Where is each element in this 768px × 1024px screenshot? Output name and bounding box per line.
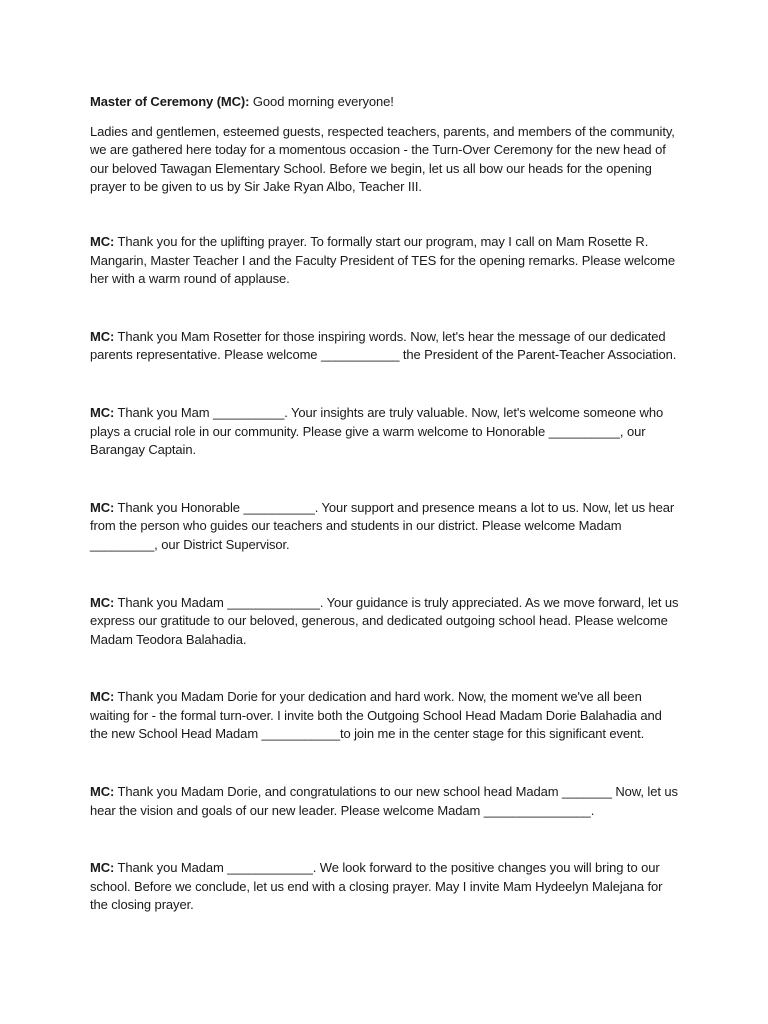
speaker-label: MC:	[90, 860, 115, 876]
speaker-label: MC:	[90, 233, 115, 249]
mc-paragraph-7	[90, 783, 680, 820]
mc-paragraph-3	[90, 404, 680, 460]
paragraph-text: Thank you Mam __________. Your insights are truly valuable. Now, let's welcome someone who plays a crucial role in our community. Please give a warm welcome to Honorable __________, our Barangay Captain.	[90, 404, 664, 458]
paragraph-text: Thank you Mam Rosetter for those inspiring words. Now, let's hear the message of our dedicated parents representative. Please welcome ___________ the President of the Parent-Teacher Association.	[90, 328, 677, 363]
paragraph-text: Thank you Madam ____________. We look forward to the positive changes you will bring to our school. Before we conclude, let us end with a closing prayer. May I invite Mam Hydeelyn Malejana for the closing prayer.	[90, 860, 663, 913]
document-page	[90, 93, 680, 915]
intro-paragraph: Ladies and gentlemen, esteemed guests, respected teachers, parents, and members of the community, we are gathered here today for a momentous occasion - the Turn-Over Ceremony for the new head of our beloved Tawagan Elementary School. Before we begin, let us all bow our heads for the opening prayer to be given to us by Sir Jake Ryan Albo, Teacher III.	[90, 123, 675, 195]
speaker-label: MC:	[90, 689, 115, 705]
opening-line	[90, 93, 680, 112]
paragraph-text: Thank you Honorable __________. Your support and presence means a lot to us. Now, let us hear from the person who guides our teachers and students in our district. Please welcome Madam _________, our District Supervisor.	[90, 499, 675, 552]
mc-paragraph-4	[90, 499, 680, 555]
mc-paragraph-2	[90, 328, 680, 365]
mc-paragraph-5	[90, 594, 680, 650]
mc-paragraph-1	[90, 233, 680, 289]
speaker-label: Master of Ceremony (MC):	[90, 94, 250, 109]
speaker-label: MC:	[90, 328, 115, 344]
speaker-label: MC:	[90, 594, 115, 610]
speaker-label: MC:	[90, 499, 115, 515]
speaker-label: MC:	[90, 784, 115, 800]
mc-paragraph-6	[90, 688, 680, 744]
mc-paragraph-8	[90, 859, 680, 915]
paragraph-text: Thank you for the uplifting prayer. To formally start our program, may I call on Mam Rosette R. Mangarin, Master Teacher I and the Faculty President of TES for the opening remarks. Please welcome her with a warm round of applause.	[90, 233, 676, 287]
paragraph-text: Thank you Madam Dorie, and congratulations to our new school head Madam _______ Now, let us hear the vision and goals of our new leader. Please welcome Madam _______________.	[90, 784, 678, 818]
speaker-label: MC:	[90, 404, 115, 420]
opening-text: Good morning everyone!	[249, 94, 394, 109]
paragraph-text: Thank you Madam Dorie for your dedication and hard work. Now, the moment we've all been waiting for - the formal turn-over. I invite both the Outgoing School Head Madam Dorie Balahadia and the new School Head Madam ___________to join me in the center stage for this significant event.	[90, 689, 662, 742]
paragraph-text: Thank you Madam _____________. Your guidance is truly appreciated. As we move forward, let us express our gratitude to our beloved, generous, and dedicated outgoing school head. Please welcome Madam Teodora Balahadia.	[90, 594, 679, 647]
